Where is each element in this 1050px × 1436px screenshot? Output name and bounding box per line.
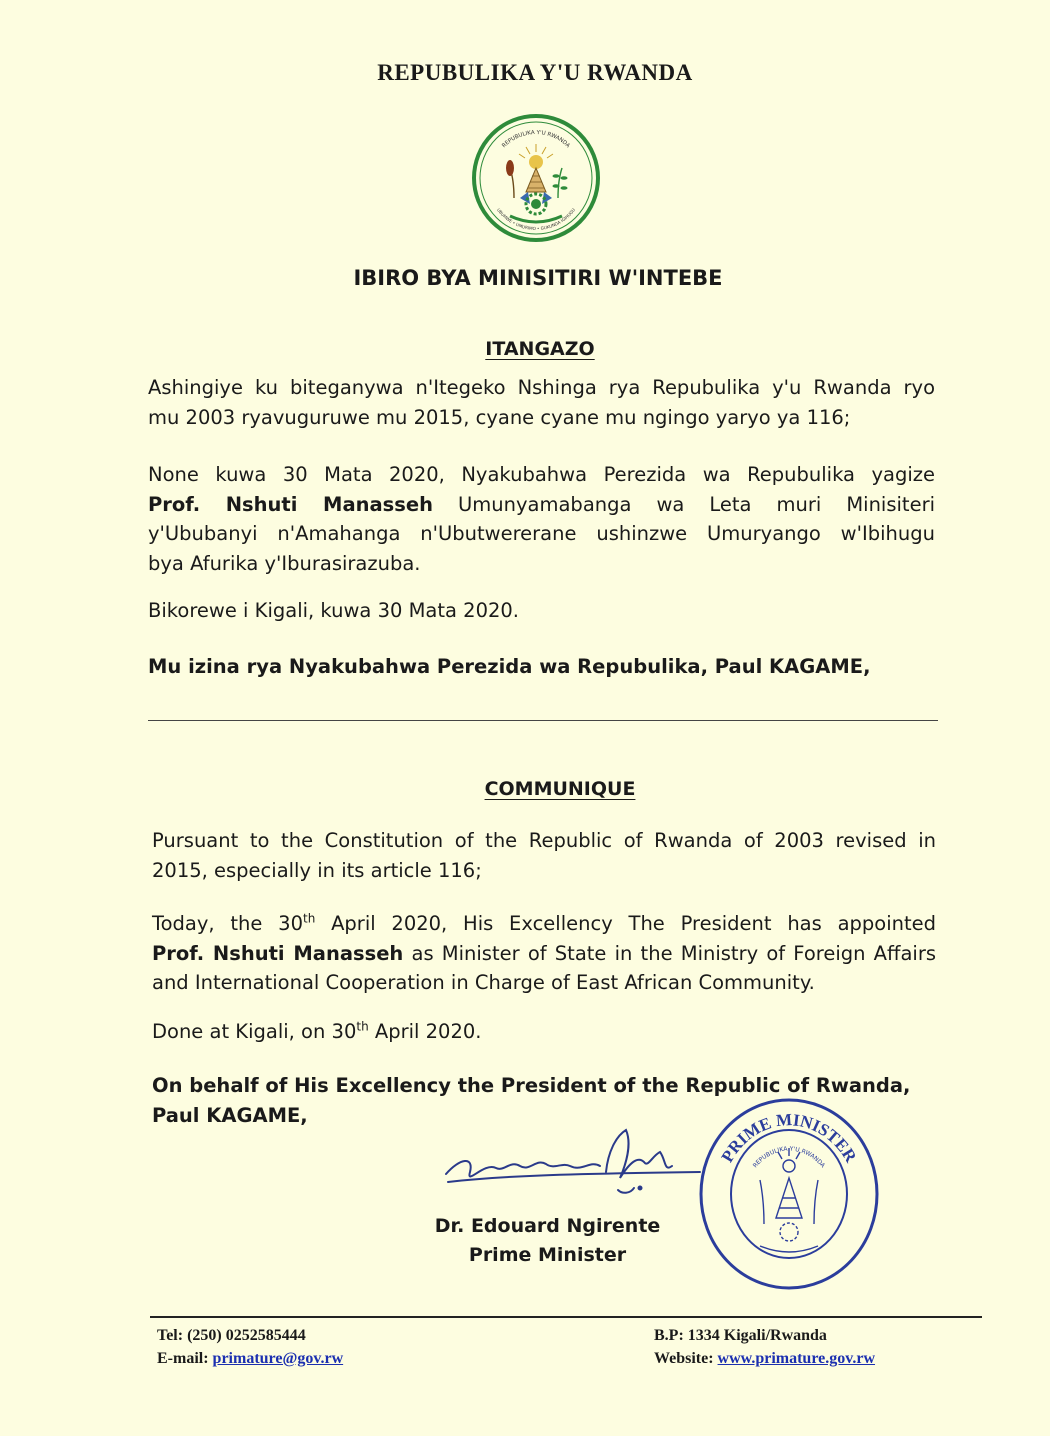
website-link[interactable]: www.primature.gov.rw [717,1350,876,1367]
english-paragraph-2: Today, the 30th April 2020, His Excellency The President has appointed Prof. Nshuti Manasseh as Minister of State in the Ministry of Foreign Affairs and International Cooperation in Charge of East African Community. [152,911,936,994]
appointee-name-rw: Prof. Nshuti Manasseh [148,492,433,516]
svg-text:UBUMWE • UMURIMO • GUKUNDA IGI [496,207,576,231]
coat-of-arms-emblem [470,112,602,244]
kinyarwanda-closing: Mu izina rya Nyakubahwa Perezida wa Repubulika, Paul KAGAME, [148,655,871,678]
kinyarwanda-paragraph-1: Ashingiye ku biteganywa n'Itegeko Nshinga rya Repubulika y'u Rwanda ryo mu 2003 ryavuguruwe mu 2015, cyane cyane mu ngingo yaryo ya 116; [148,376,935,429]
emblem-top-text: REPUBULIKA Y'U RWANDA [501,129,571,150]
email-link[interactable]: primature@gov.rw [212,1350,344,1367]
english-closing: On behalf of His Excellency the President of the Republic of Rwanda, Paul KAGAME, [152,1074,911,1127]
itangazo-heading: ITANGAZO [485,338,595,360]
stamp-inner-text: REPUBULIKA Y'U RWANDA [751,1145,827,1170]
stamp-text: PRIME MINISTER [717,1109,861,1166]
appointee-name-en: Prof. Nshuti Manasseh [152,941,404,965]
postal-box: 1334 Kigali/Rwanda [687,1327,827,1344]
prime-minister-stamp [694,1090,884,1290]
english-paragraph-3: Done at Kigali, on 30th April 2020. [152,1019,482,1043]
signatory-name: Dr. Edouard Ngirente [434,1215,661,1237]
communique-heading: COMMUNIQUE [484,778,636,800]
signatory-title: Prime Minister [468,1244,627,1266]
footer-contact-left: Tel: (250) 0252585444 E-mail: primature@gov.rw [157,1327,344,1367]
kinyarwanda-paragraph-2: None kuwa 30 Mata 2020, Nyakubahwa Perezida wa Repubulika yagize Prof. Nshuti Manasseh Umunyamabanga wa Leta muri Minisiteri y'Ububanyi n'Amahanga n'Ubutwererane ushinzwe Umuryango w'Ibihugu bya Afurika y'Iburasirazuba. [148,463,936,575]
english-paragraph-1: Pursuant to the Constitution of the Republic of Rwanda of 2003 revised in 2015, especially in its article 116; [152,829,936,882]
handwritten-signature [440,1122,710,1202]
signatory-block [400,1212,695,1270]
footer-rule [150,1316,982,1318]
republic-title: REPUBULIKA Y'U RWANDA [377,60,693,85]
kinyarwanda-paragraph-3: Bikorewe i Kigali, kuwa 30 Mata 2020. [148,599,519,622]
telephone-number: (250) 0252585444 [187,1327,306,1344]
emblem-motto-text: UBUMWE • UMURIMO • GUKUNDA IGIHUGU [495,207,577,232]
footer-contact-right: B.P: 1334 Kigali/Rwanda Website: www.primature.gov.rw [654,1327,876,1367]
section-divider [148,720,938,721]
office-title: IBIRO BYA MINISITIRI W'INTEBE [353,266,723,290]
